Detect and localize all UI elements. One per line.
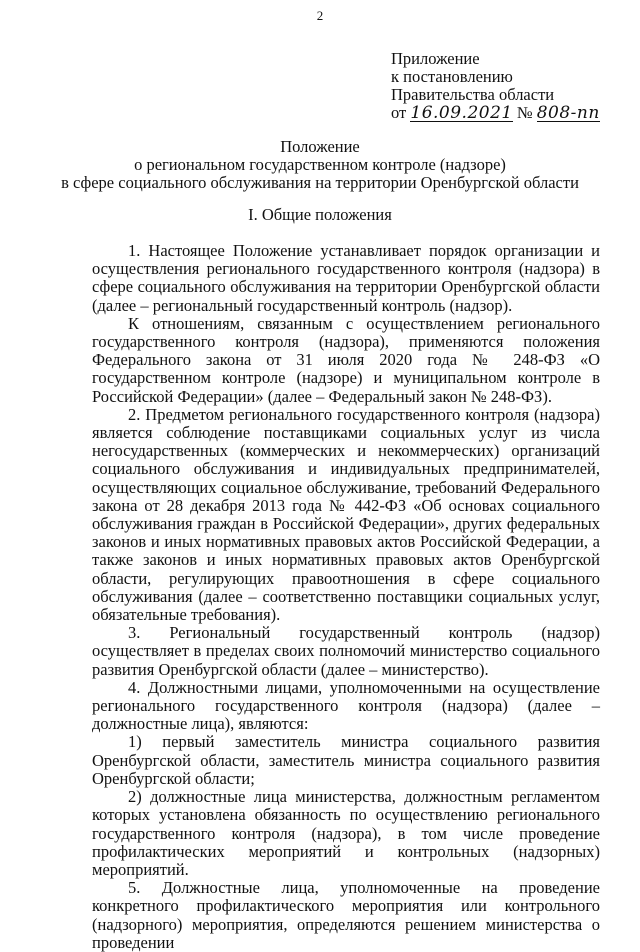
body-text [92, 242, 600, 952]
appendix-date-line [391, 104, 600, 122]
paragraph-3: 3. Региональный государственный контроль (надзор) осуществляет в пределах своих полномочий министерство социального развития Оренбургской области (далее – министерство). [92, 623, 600, 679]
paragraph-4: 4. Должностными лицами, уполномоченными на осуществление регионального государственного контроля (надзора) (далее – должностные лица), являются: [92, 677, 600, 734]
handwritten-date: 16.09.2021 [410, 103, 513, 123]
document-title [0, 138, 640, 192]
appendix-block [391, 50, 600, 122]
appendix-line-2: к постановлению [391, 67, 513, 86]
paragraph-1: 1. Настоящее Положение устанавливает порядок организации и осуществления регионального государственного контроля (надзора) в сфере социального обслуживания на территории Оренбургской области (далее – региональный государственный контроль (надзор). [92, 241, 600, 315]
paragraph-4-item-1: 1) первый заместитель министра социального развития Оренбургской области, заместитель министра социального развития Оренбургской области; [92, 732, 600, 788]
number-prefix: № [516, 103, 533, 122]
title-line-3: в сфере социального обслуживания на территории Оренбургской области [61, 173, 579, 192]
handwritten-number: 808-пп [536, 103, 600, 123]
paragraph-1-continued: К отношениям, связанным с осуществлением регионального государственного контроля (надзора), применяются положения Федерального закона от 31 июля 2020 года № 248-ФЗ «О государственном контроле (надзоре) и муниципальном контроле в Российской Федерации» (далее – Федеральный закон № 248-ФЗ). [92, 313, 600, 406]
paragraph-4-item-2: 2) должностные лица министерства, должностным регламентом которых установлена обязанность по осуществлению регионального государственного контроля (надзора), в том числе проведение профилактических мероприятий и контрольных (надзорных) мероприятий. [92, 787, 600, 879]
paragraph-2: 2. Предметом регионального государственного контроля (надзора) является соблюдение поставщиками социальных услуг из числа негосударственных (коммерческих и некоммерческих) организаций социального обслуживания и индивидуальных предпринимателей, осуществляющих социальное обслуживание, требований Федерального закона от 28 декабря 2013 года № 442-ФЗ «Об основах социального обслуживания граждан в Российской Федерации», других федеральных законов и иных нормативных правовых актов Российской Федерации, а также законов и иных нормативных правовых актов Оренбургской области, регулирующих правоотношения в сфере социального обслуживания (далее – соответственно поставщики социальных услуг, обязательные требования). [92, 404, 600, 625]
section-heading: I. Общие положения [248, 205, 392, 224]
title-line-2: о региональном государственном контроле (надзоре) [134, 155, 506, 174]
title-line-1: Положение [280, 137, 360, 156]
page-number: 2 [316, 8, 324, 23]
date-prefix: от [391, 103, 407, 122]
appendix-line-1: Приложение [391, 49, 480, 68]
paragraph-5: 5. Должностные лица, уполномоченные на проведение конкретного профилактического мероприятия или контрольного (надзорного) мероприятия, определяются решением министерства о проведении [92, 878, 600, 952]
appendix-line-3: Правительства области [391, 85, 555, 104]
